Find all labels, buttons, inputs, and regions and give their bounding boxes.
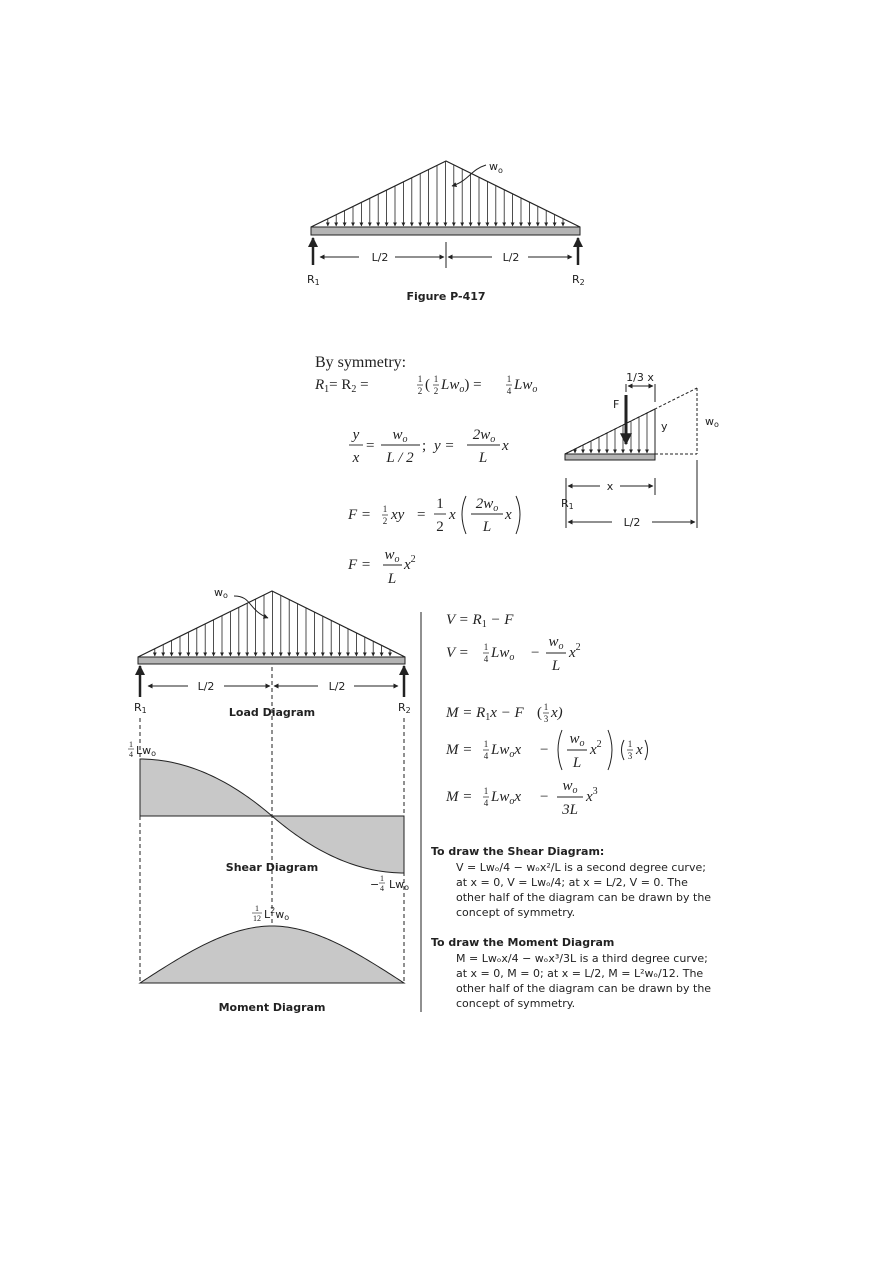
notes: [431, 845, 711, 1010]
equation-force-1: [347, 496, 520, 535]
eq-m3: [445, 778, 598, 818]
svg-text:x2: $x^2$: [590, 739, 602, 758]
svg-text:1: 1: [129, 740, 133, 749]
shear-min-label: Lwo: [389, 878, 410, 892]
ld-r1: R1: [134, 701, 147, 715]
svg-text:3: 3: [543, 714, 549, 724]
moment-max-label: $L^2wo$: [264, 906, 290, 922]
eq-m2: [445, 730, 648, 771]
shear-max-label: Lwo: [136, 744, 157, 758]
shear-diagram-title: Shear Diagram: [225, 861, 319, 874]
moment-note-heading: To draw the Moment Diagram: [431, 936, 615, 949]
svg-text:12: 12: [253, 914, 261, 923]
svg-text:3: 3: [627, 751, 633, 761]
length-x-label: x: [606, 480, 614, 493]
span-label-right: L/2: [502, 251, 520, 264]
svg-text:x2: $x^2$: [404, 554, 416, 573]
svg-text:1: 1: [506, 374, 512, 384]
svg-text:F =: F =: [348, 557, 372, 573]
svg-text:4: 4: [506, 386, 512, 396]
moment-note-line: other half of the diagram can be drawn by the: [456, 982, 712, 995]
svg-text:1: 1: [483, 739, 489, 749]
reaction-r1: R1: [307, 273, 320, 287]
wo-label: wo: [705, 415, 719, 429]
svg-text:x): x): [551, 705, 563, 721]
shear-note-line: at x = 0, V = Lwₒ/4; at x = L/2, V = 0. The: [456, 876, 688, 889]
height-y-label: y: [661, 420, 668, 433]
svg-text:V =: V =: [446, 645, 469, 661]
svg-text:Lwo: $Lw_o$: [514, 377, 538, 395]
svg-text:Lwox: $Lw_ox$: [491, 742, 522, 760]
moment-note-line: concept of symmetry.: [456, 997, 576, 1010]
shear-note-line: other half of the diagram can be drawn by the: [456, 891, 712, 904]
svg-text:=: =: [417, 507, 426, 523]
ld-r2: R2: [398, 701, 411, 715]
beam: [311, 227, 580, 235]
svg-text:=: =: [366, 438, 375, 454]
eq-v2: [446, 634, 581, 674]
equation-reactions: [314, 374, 537, 396]
moment-note-line: at x = 0, M = 0; at x = L/2, M = L²wₒ/12. The: [456, 967, 704, 980]
svg-text:Lwo: $Lw_o$: [491, 645, 515, 663]
svg-text:2: 2: [417, 386, 423, 396]
shear-diagram: [128, 740, 409, 893]
svg-text:L: L: [572, 755, 582, 771]
svg-text:2: 2: [436, 519, 444, 535]
ld-span-left: L/2: [197, 680, 215, 693]
svg-text:2: 2: [382, 516, 388, 526]
svg-text:wo: $w_o$: [384, 547, 400, 565]
svg-text:2wo: $2w_o$: [475, 496, 499, 514]
svg-text:L / 2: L / 2: [386, 450, 414, 466]
svg-text:L: L: [551, 658, 561, 674]
svg-text:;: ;: [422, 438, 427, 454]
shear-moment-equations: [445, 612, 648, 818]
svg-text:F =: F =: [348, 507, 372, 523]
svg-text:M =: M =: [446, 789, 473, 805]
svg-text:wo: $w_o$: [548, 634, 564, 652]
svg-text:wo: $w_o$: [392, 427, 408, 445]
svg-text:1: 1: [433, 374, 439, 384]
mini-r1-label: R1: [561, 497, 574, 511]
svg-text:1: 1: [483, 642, 489, 652]
span-label-left: L/2: [371, 251, 389, 264]
load-label: $w_o$: [489, 160, 503, 175]
figure-p417: [307, 160, 585, 303]
svg-text:4: 4: [380, 884, 384, 893]
svg-text:(: (: [425, 377, 430, 393]
svg-text:R1= R2 =: $R_1= R_2$ =: [315, 377, 369, 395]
svg-text:4: 4: [483, 798, 489, 808]
svg-text:x: x: [505, 507, 512, 523]
load-diagram: [134, 586, 411, 719]
svg-text:wo: $w_o$: [562, 778, 578, 796]
svg-text:4: 4: [129, 750, 133, 759]
svg-text:1: 1: [255, 904, 259, 913]
svg-text:1: 1: [382, 504, 388, 514]
svg-text:1: 1: [436, 496, 444, 512]
svg-text:1: 1: [483, 786, 489, 796]
svg-text:x: x: [449, 507, 456, 523]
load-diagram-title: Load Diagram: [228, 706, 316, 719]
eq-v1: $V = R_1 - F$: [446, 612, 514, 630]
svg-text:y =: y =: [434, 438, 455, 454]
svg-text:L: L: [387, 571, 397, 587]
eq-m1: [445, 702, 563, 724]
svg-text:1: 1: [627, 739, 633, 749]
svg-text:1: 1: [380, 874, 384, 883]
svg-text:(: (: [537, 705, 542, 721]
svg-text:Lwox: $Lw_ox$: [491, 789, 522, 807]
reaction-r2: R2: [572, 273, 585, 287]
svg-text:M = R1x − F: $M = R_1x - F$: [446, 705, 524, 723]
svg-text:x: x: [636, 742, 643, 758]
svg-text:−: −: [370, 878, 380, 891]
force-f-label: F: [613, 398, 620, 411]
moment-curve: [140, 926, 404, 983]
load-arrows: [328, 161, 563, 226]
svg-text:L: L: [478, 450, 488, 466]
load-diagram-arrows: [155, 591, 390, 656]
svg-text:4: 4: [483, 751, 489, 761]
svg-text:Lwo) =: $Lw_o$) =: [441, 377, 482, 395]
svg-text:1: 1: [543, 702, 549, 712]
svg-text:L: L: [482, 519, 492, 535]
svg-text:y: y: [352, 427, 360, 443]
mini-load-arrows: [575, 413, 647, 453]
svg-text:1: 1: [417, 374, 423, 384]
shear-note-heading: To draw the Shear Diagram:: [431, 845, 605, 858]
svg-text:2wo: $2w_o$: [472, 427, 496, 445]
moment-note-line: M = Lwₒx/4 − wₒx³/3L is a third degree curve;: [456, 952, 708, 965]
solution-block: [314, 354, 537, 587]
ld-span-right: L/2: [328, 680, 346, 693]
equation-ratio: [349, 427, 509, 466]
svg-text:−: −: [531, 645, 540, 661]
svg-text:x3: $x^3$: [586, 786, 598, 805]
svg-text:x: x: [502, 438, 509, 454]
third-x-label: 1/3 x: [626, 371, 654, 384]
solution-intro: By symmetry:: [315, 354, 407, 371]
equation-force-2: [347, 547, 416, 587]
load-diagram-wo: wo: [214, 586, 228, 600]
svg-text:M =: M =: [446, 742, 473, 758]
moment-diagram-title: Moment Diagram: [218, 1001, 326, 1014]
shear-note-line: concept of symmetry.: [456, 906, 576, 919]
half-span-label: L/2: [623, 516, 641, 529]
svg-text:3L: 3L: [562, 802, 578, 818]
svg-text:2: 2: [433, 386, 439, 396]
svg-text:4: 4: [483, 654, 489, 664]
svg-text:x: x: [352, 450, 360, 466]
shear-note-line: V = Lwₒ/4 − wₒx²/L is a second degree curve;: [456, 861, 706, 874]
svg-text:xy: xy: [391, 507, 405, 523]
svg-text:−: −: [540, 789, 549, 805]
figure-caption: Figure P-417: [406, 290, 486, 303]
svg-text:x2: $x^2$: [569, 642, 581, 661]
free-body-sketch: [561, 371, 719, 529]
svg-text:wo: $w_o$: [569, 731, 585, 749]
svg-text:−: −: [540, 742, 549, 758]
